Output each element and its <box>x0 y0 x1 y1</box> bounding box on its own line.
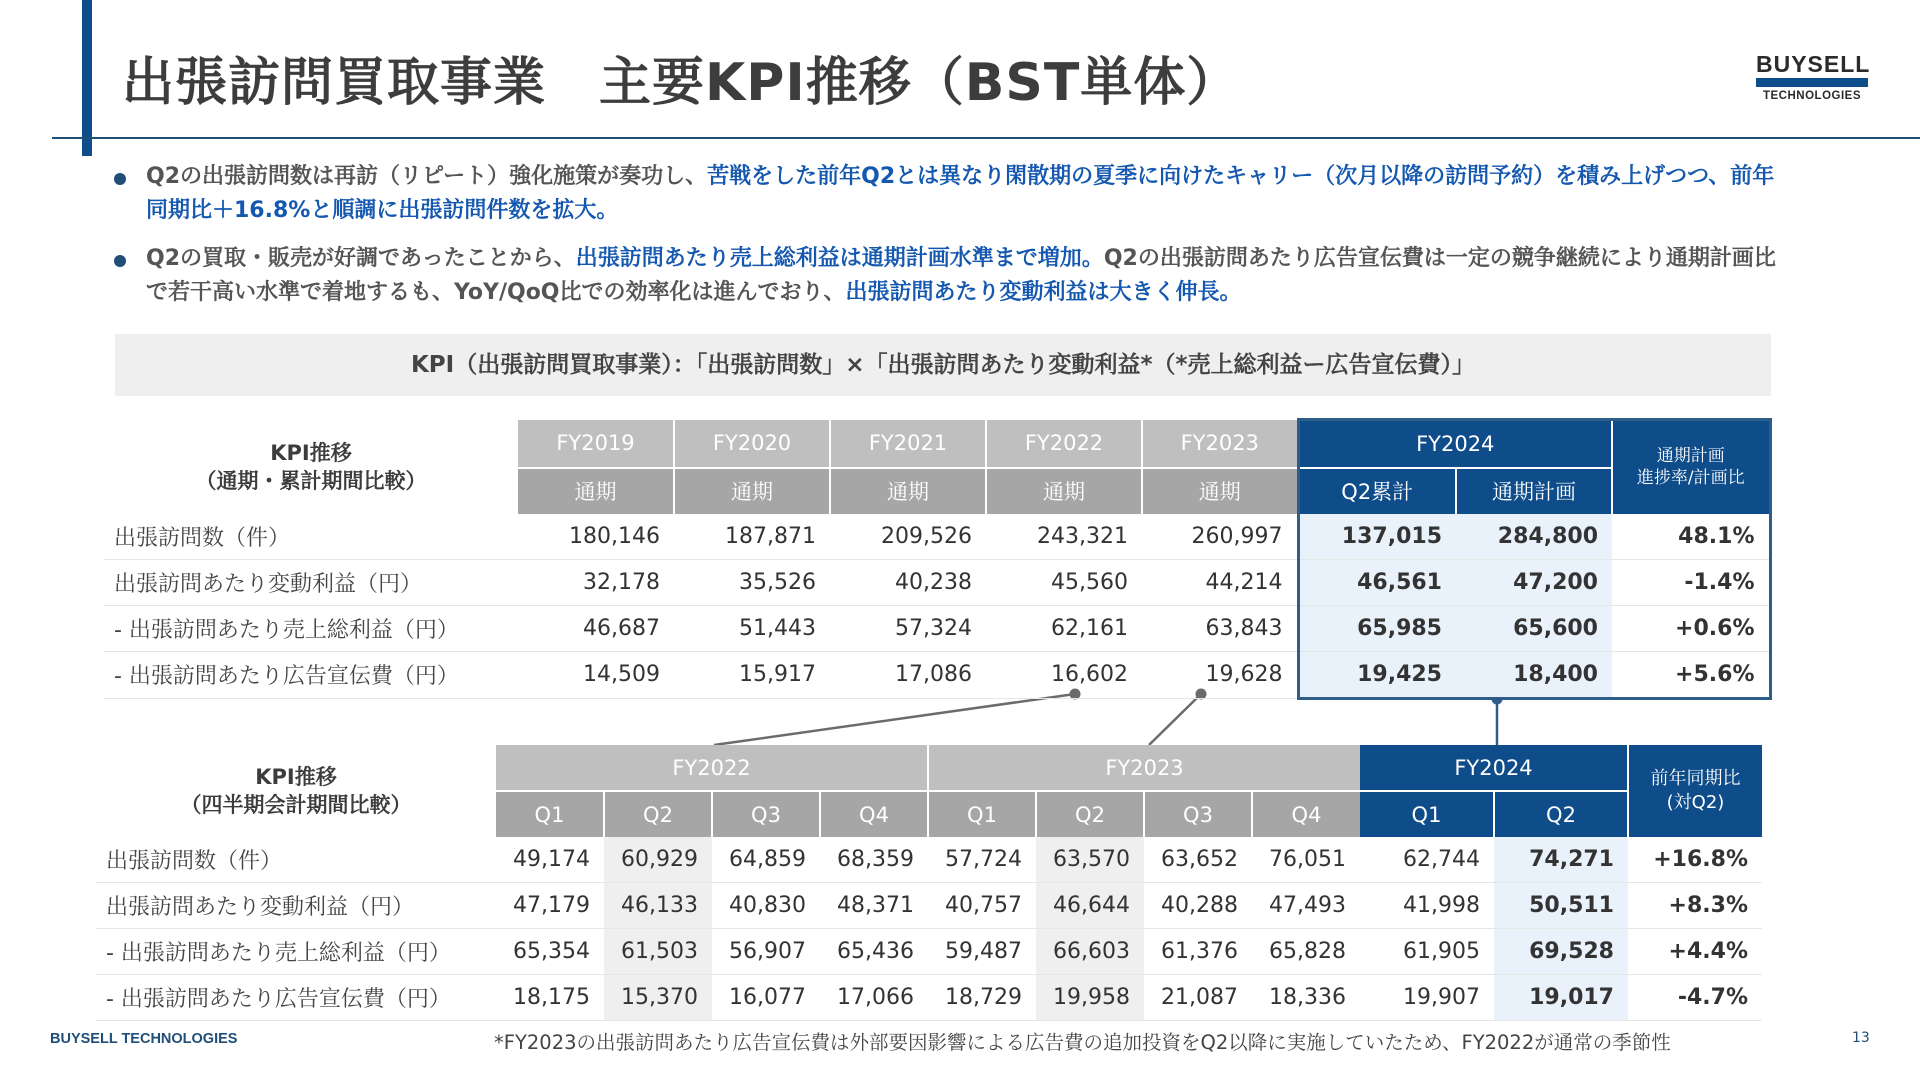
cell-value: 260,997 <box>1142 514 1298 560</box>
cell-value: 57,724 <box>928 837 1036 883</box>
cell-value: 17,086 <box>830 651 986 698</box>
cell-value: 40,757 <box>928 883 1036 929</box>
quarter-header: Q3 <box>1144 791 1252 837</box>
cell-value: 19,958 <box>1036 975 1144 1021</box>
cell-q2-cumulative: 65,985 <box>1298 605 1456 651</box>
quarterly-corner-l2: （四半期会計期間比較） <box>180 793 412 817</box>
cell-annual-plan: 18,400 <box>1456 651 1612 698</box>
row-label: 出張訪問あたり変動利益（円） <box>96 883 496 929</box>
progress-header <box>1612 420 1770 514</box>
cell-value: 49,174 <box>496 837 604 883</box>
cell-value: 46,687 <box>518 605 674 651</box>
annual-corner-label <box>104 420 518 514</box>
cell-value: 16,077 <box>712 975 820 1021</box>
kpi-formula-box: KPI（出張訪問買取事業）：「出張訪問数」×「出張訪問あたり変動利益*（*売上総利益ー広告宣伝費）」 <box>115 334 1771 396</box>
year-header-fy2019: FY2019 <box>518 420 674 468</box>
cell-value: 66,603 <box>1036 929 1144 975</box>
quarterly-kpi-table <box>96 745 1762 1021</box>
year-header-fy2024: FY2024 <box>1360 745 1628 791</box>
yoy-header-l1: 前年同期比 <box>1650 768 1741 789</box>
sub-header-q2-cumulative: Q2累計 <box>1298 468 1456 514</box>
cell-value: 65,828 <box>1252 929 1360 975</box>
sub-header-fy2021: 通期 <box>830 468 986 514</box>
annual-corner-l2: （通期・累計期間比較） <box>195 468 427 493</box>
quarter-header: Q1 <box>496 791 604 837</box>
cell-value: 46,133 <box>604 883 712 929</box>
cell-value: 57,324 <box>830 605 986 651</box>
cell-value: 17,066 <box>820 975 928 1021</box>
cell-value: 47,179 <box>496 883 604 929</box>
yoy-header-l2: (対Q2) <box>1666 792 1725 813</box>
cell-value: 68,359 <box>820 837 928 883</box>
cell-yoy: -4.7% <box>1628 975 1762 1021</box>
table-row <box>104 514 1770 560</box>
quarter-header: Q1 <box>928 791 1036 837</box>
quarter-header: Q2 <box>1036 791 1144 837</box>
cell-value: 16,602 <box>986 651 1142 698</box>
cell-yoy: +8.3% <box>1628 883 1762 929</box>
year-header-fy2023: FY2023 <box>928 745 1360 791</box>
table-row <box>96 975 1762 1021</box>
cell-value: 61,376 <box>1144 929 1252 975</box>
cell-value: 51,443 <box>674 605 830 651</box>
cell-value: 76,051 <box>1252 837 1360 883</box>
cell-progress-ratio: +0.6% <box>1612 605 1770 651</box>
cell-value: 63,843 <box>1142 605 1298 651</box>
quarter-header: Q3 <box>712 791 820 837</box>
cell-value: 15,917 <box>674 651 830 698</box>
table-row <box>96 837 1762 883</box>
cell-value: 61,905 <box>1360 929 1494 975</box>
quarter-header: Q1 <box>1360 791 1494 837</box>
cell-annual-plan: 47,200 <box>1456 559 1612 605</box>
progress-header-l2: 進捗率/計画比 <box>1636 468 1745 489</box>
cell-value: 32,178 <box>518 559 674 605</box>
cell-value: 209,526 <box>830 514 986 560</box>
sub-header-fy2023: 通期 <box>1142 468 1298 514</box>
cell-value: 64,859 <box>712 837 820 883</box>
cell-value: 243,321 <box>986 514 1142 560</box>
table-row <box>104 559 1770 605</box>
row-label: 出張訪問数（件） <box>96 837 496 883</box>
cell-value-current: 19,017 <box>1494 975 1628 1021</box>
cell-value: 62,744 <box>1360 837 1494 883</box>
bullet-2-text-a: Q2の買取・販売が好調であったことから、 <box>146 246 576 271</box>
bullet-2-text-highlight-b: 出張訪問あたり変動利益は大きく伸長。 <box>845 280 1242 305</box>
connector-fy2022 <box>714 694 1075 745</box>
yoy-header <box>1628 745 1762 837</box>
row-label: 出張訪問数（件） <box>104 514 518 560</box>
bullet-1-text-a: Q2の出張訪問数は再訪（リピート）強化施策が奏功し、 <box>146 164 708 189</box>
sub-header-fy2022: 通期 <box>986 468 1142 514</box>
logo-text-top: BUYSELL <box>1756 51 1871 77</box>
cell-value: 41,998 <box>1360 883 1494 929</box>
cell-value: 18,729 <box>928 975 1036 1021</box>
cell-value: 18,175 <box>496 975 604 1021</box>
cell-value: 61,503 <box>604 929 712 975</box>
cell-value: 19,628 <box>1142 651 1298 698</box>
cell-q2-cumulative: 19,425 <box>1298 651 1456 698</box>
cell-value: 18,336 <box>1252 975 1360 1021</box>
cell-value: 47,493 <box>1252 883 1360 929</box>
cell-value: 60,929 <box>604 837 712 883</box>
bullet-2-text-b: Q2の出張訪問あたり広告宣伝費は一定の競争継続により通期計画比で若干高い水準で着地するも、YoY/QoQ比での効率化は進んでおり、 <box>146 246 1776 305</box>
year-header-fy2022: FY2022 <box>986 420 1142 468</box>
connector-fy2023 <box>1149 694 1201 745</box>
cell-value: 44,214 <box>1142 559 1298 605</box>
cell-annual-plan: 65,600 <box>1456 605 1612 651</box>
table-row <box>104 651 1770 698</box>
year-header-fy2022: FY2022 <box>496 745 928 791</box>
cell-value-current: 69,528 <box>1494 929 1628 975</box>
cell-yoy: +4.4% <box>1628 929 1762 975</box>
row-label: 出張訪問あたり変動利益（円） <box>104 559 518 605</box>
cell-value: 40,288 <box>1144 883 1252 929</box>
cell-value-current: 74,271 <box>1494 837 1628 883</box>
table-row <box>96 883 1762 929</box>
cell-progress-ratio: -1.4% <box>1612 559 1770 605</box>
row-label: - 出張訪問あたり広告宣伝費（円） <box>96 975 496 1021</box>
cell-value-current: 50,511 <box>1494 883 1628 929</box>
cell-progress-ratio: 48.1% <box>1612 514 1770 560</box>
cell-annual-plan: 284,800 <box>1456 514 1612 560</box>
year-header-fy2024: FY2024 <box>1298 420 1612 468</box>
page-title: 出張訪問買取事業 主要KPI推移（BST単体） <box>122 53 1240 113</box>
table-row <box>104 605 1770 651</box>
cell-value: 15,370 <box>604 975 712 1021</box>
quarterly-corner-l1: KPI推移 <box>255 765 337 789</box>
footer-company-name: BUYSELL TECHNOLOGIES <box>50 1031 238 1047</box>
table-row <box>96 929 1762 975</box>
cell-value: 45,560 <box>986 559 1142 605</box>
progress-header-l1: 通期計画 <box>1656 446 1725 467</box>
cell-value: 65,354 <box>496 929 604 975</box>
page-number: 13 <box>1852 1030 1870 1046</box>
cell-value: 40,238 <box>830 559 986 605</box>
row-label: - 出張訪問あたり売上総利益（円） <box>96 929 496 975</box>
bullet-2-text-highlight-a: 出張訪問あたり売上総利益は通期計画水準まで増加。 <box>575 246 1104 271</box>
cell-value: 35,526 <box>674 559 830 605</box>
quarter-header: Q4 <box>820 791 928 837</box>
cell-value: 63,652 <box>1144 837 1252 883</box>
cell-value: 62,161 <box>986 605 1142 651</box>
cell-value: 63,570 <box>1036 837 1144 883</box>
cell-value: 14,509 <box>518 651 674 698</box>
cell-progress-ratio: +5.6% <box>1612 651 1770 698</box>
cell-value: 187,871 <box>674 514 830 560</box>
year-header-fy2020: FY2020 <box>674 420 830 468</box>
sub-header-fy2019: 通期 <box>518 468 674 514</box>
quarterly-corner-label <box>96 745 496 837</box>
annual-kpi-table <box>104 418 1772 700</box>
quarter-header: Q4 <box>1252 791 1360 837</box>
footnote: *FY2023の出張訪問あたり広告宣伝費は外部要因影響による広告費の追加投資をQ2以降に実施していたため、FY2022が通常の季節性 <box>494 1031 1671 1054</box>
cell-q2-cumulative: 46,561 <box>1298 559 1456 605</box>
bullet-1-text-highlight: 苦戦をした前年Q2とは異なり閑散期の夏季に向けたキャリー（次月以降の訪問予約）を積み上げつつ、前年同期比＋16.8%と順調に出張訪問件数を拡大。 <box>146 164 1775 223</box>
cell-value: 65,436 <box>820 929 928 975</box>
annual-corner-l1: KPI推移 <box>270 440 352 465</box>
cell-value: 19,907 <box>1360 975 1494 1021</box>
cell-value: 56,907 <box>712 929 820 975</box>
row-label: - 出張訪問あたり広告宣伝費（円） <box>104 651 518 698</box>
cell-value: 21,087 <box>1144 975 1252 1021</box>
year-header-fy2023: FY2023 <box>1142 420 1298 468</box>
sub-header-fy2020: 通期 <box>674 468 830 514</box>
cell-value: 40,830 <box>712 883 820 929</box>
cell-value: 46,644 <box>1036 883 1144 929</box>
cell-value: 59,487 <box>928 929 1036 975</box>
logo-text-bottom: TECHNOLOGIES <box>1762 90 1861 102</box>
cell-value: 48,371 <box>820 883 928 929</box>
cell-q2-cumulative: 137,015 <box>1298 514 1456 560</box>
cell-yoy: +16.8% <box>1628 837 1762 883</box>
sub-header-annual-plan: 通期計画 <box>1456 468 1612 514</box>
year-header-fy2021: FY2021 <box>830 420 986 468</box>
quarter-header: Q2 <box>1494 791 1628 837</box>
quarter-header: Q2 <box>604 791 712 837</box>
cell-value: 180,146 <box>518 514 674 560</box>
row-label: - 出張訪問あたり売上総利益（円） <box>104 605 518 651</box>
